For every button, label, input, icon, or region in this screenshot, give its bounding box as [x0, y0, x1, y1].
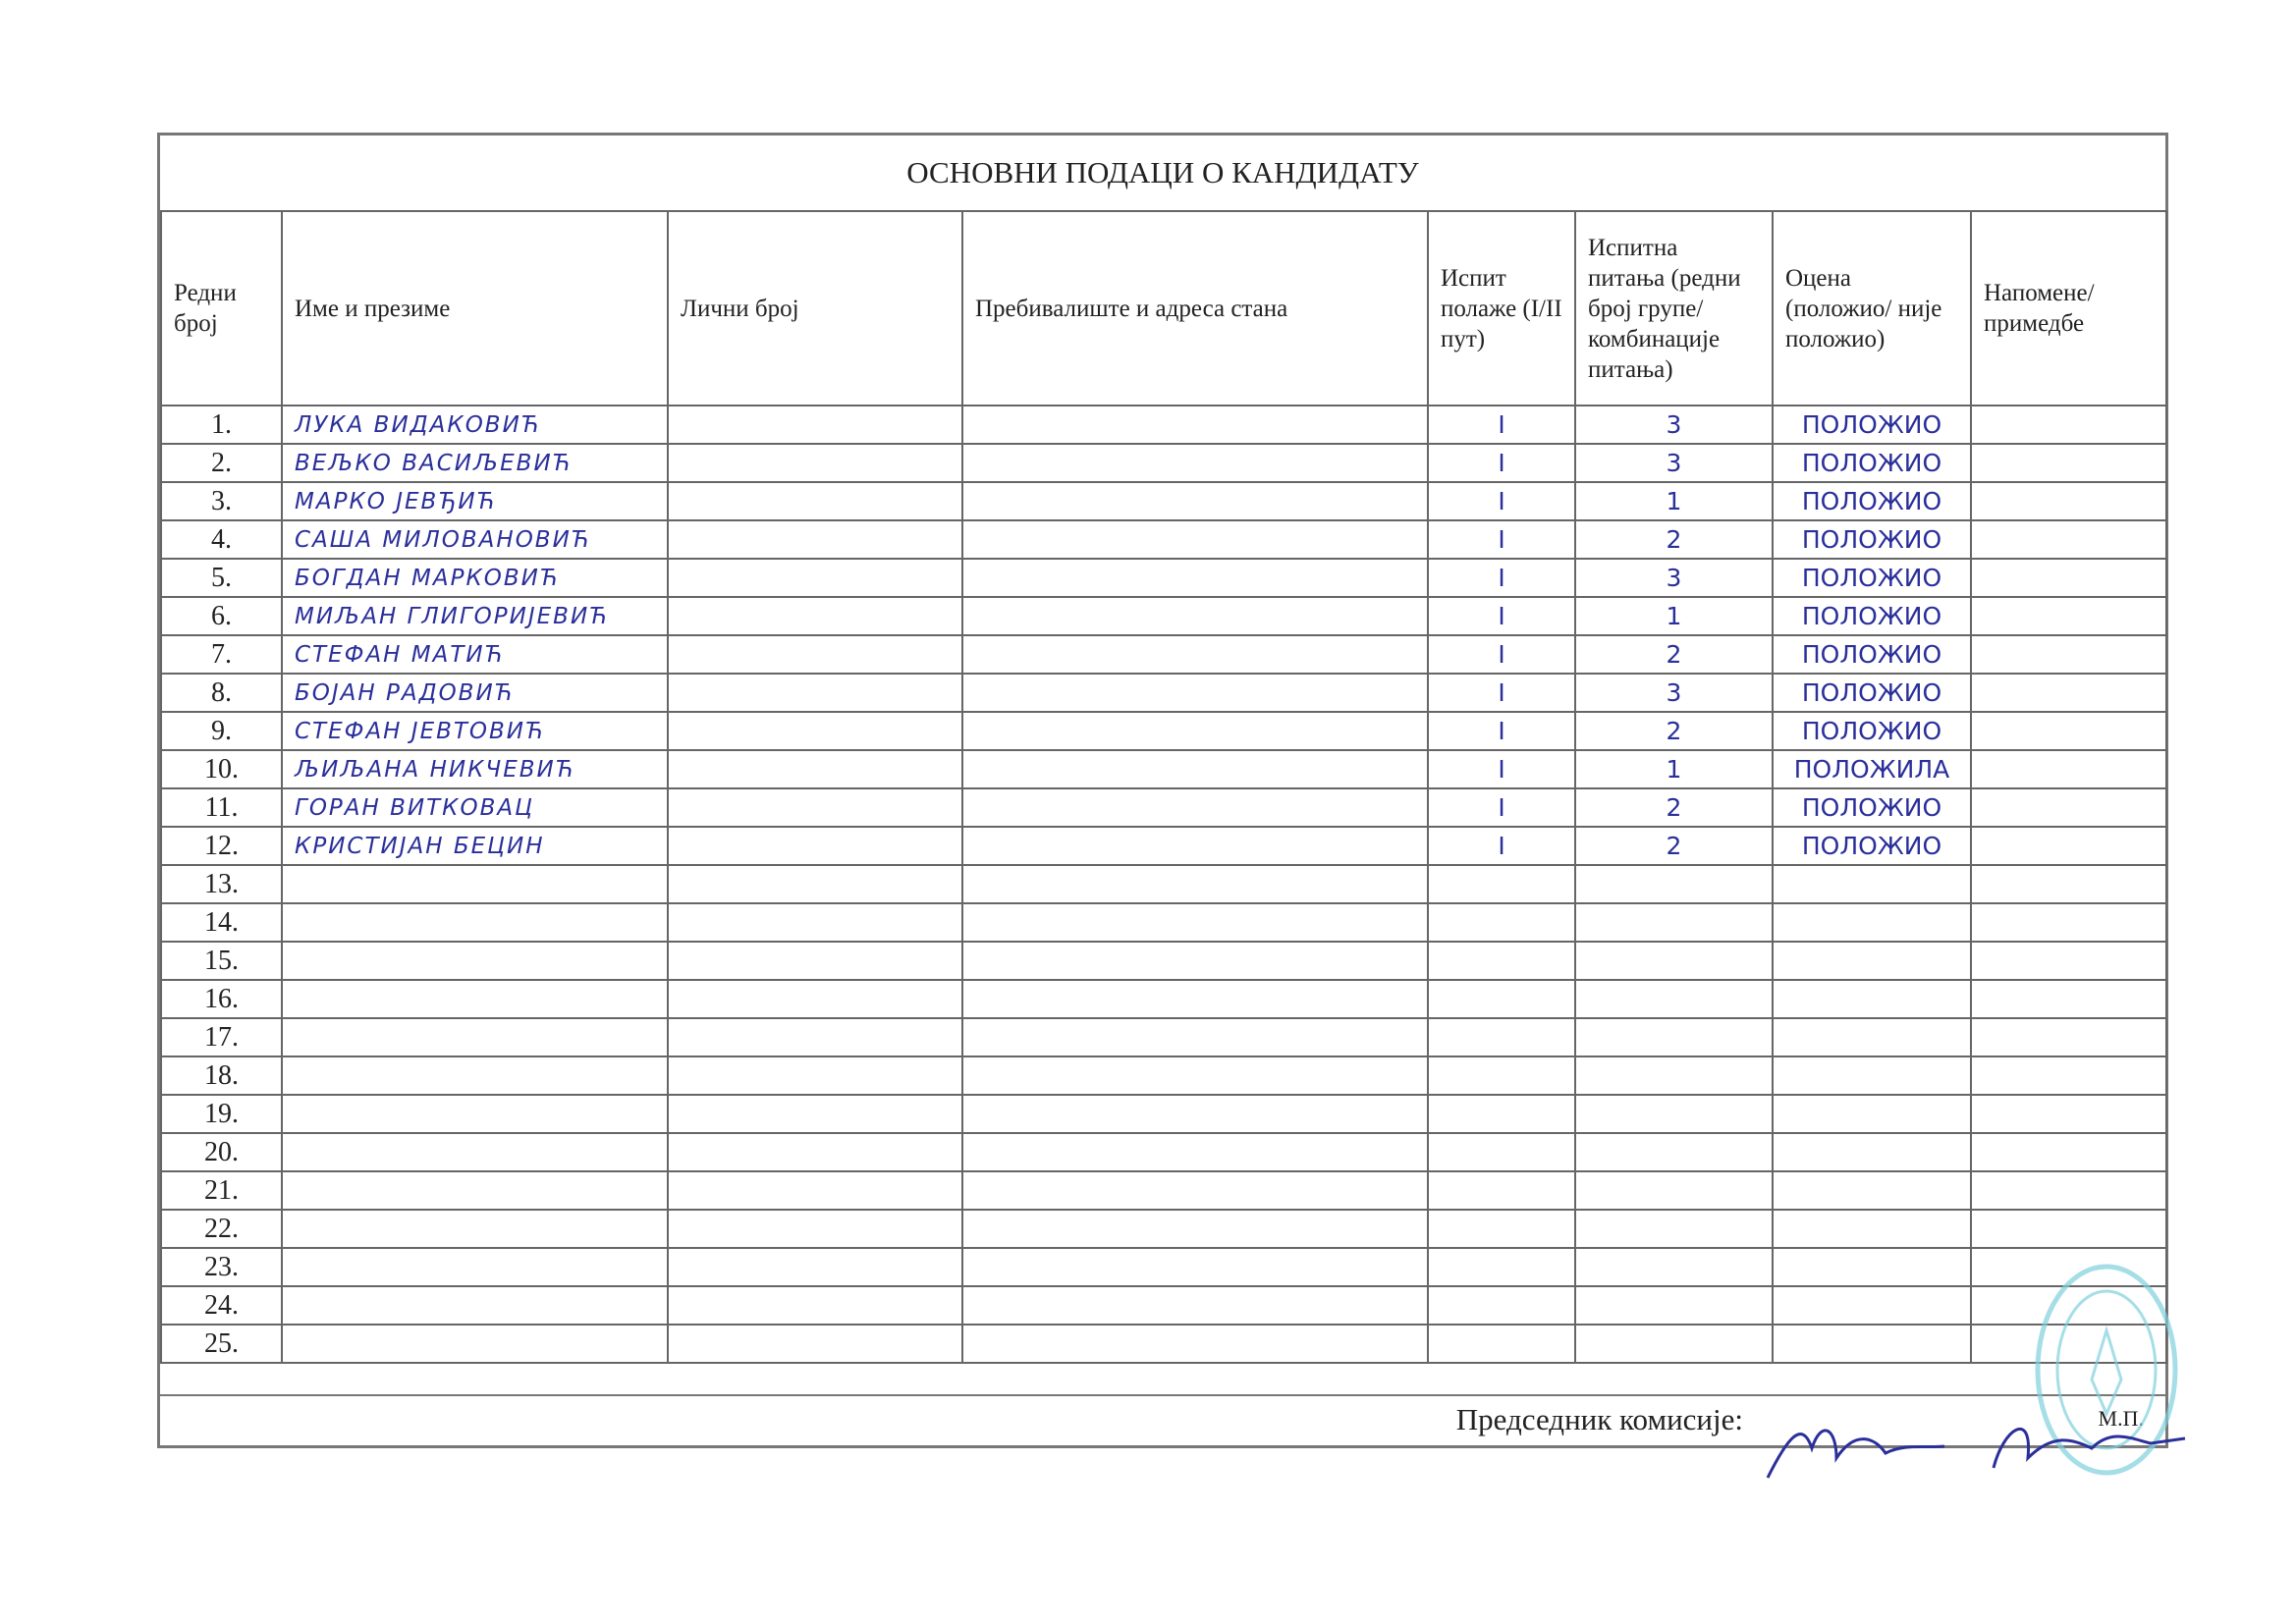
form-title: ОСНОВНИ ПОДАЦИ О КАНДИДАТУ: [160, 135, 2165, 212]
address: [962, 1325, 1428, 1363]
table-row: [161, 712, 2166, 750]
table-row: [161, 1325, 2166, 1363]
question-group: [1575, 1018, 1773, 1056]
question-group: 2: [1575, 520, 1773, 559]
exam-attempt: [1428, 1210, 1575, 1248]
exam-attempt: I: [1428, 520, 1575, 559]
address: [962, 712, 1428, 750]
candidate-name: СТЕФАН МАТИЋ: [282, 635, 668, 674]
question-group: 2: [1575, 635, 1773, 674]
question-group: 1: [1575, 597, 1773, 635]
address: [962, 597, 1428, 635]
seal-mark-label: М.П.: [2098, 1406, 2144, 1431]
table-row: [161, 1056, 2166, 1095]
candidate-name: ЛУКА ВИДАКОВИЋ: [282, 406, 668, 444]
personal-id: [668, 482, 962, 520]
row-number: 13.: [161, 865, 282, 903]
row-number: 10.: [161, 750, 282, 788]
address: [962, 482, 1428, 520]
table-row: [161, 942, 2166, 980]
grade: [1773, 1248, 1971, 1286]
exam-attempt: I: [1428, 827, 1575, 865]
notes: [1971, 406, 2166, 444]
personal-id: [668, 1056, 962, 1095]
grade: [1773, 1210, 1971, 1248]
row-number: 20.: [161, 1133, 282, 1171]
grade: ПОЛОЖИО: [1773, 674, 1971, 712]
col-header-questions: Испитна питања (редни број групе/ комбинације питања): [1575, 211, 1773, 406]
row-number: 22.: [161, 1210, 282, 1248]
personal-id: [668, 827, 962, 865]
candidate-name: ГОРАН ВИТКОВАЦ: [282, 788, 668, 827]
table-row: [161, 788, 2166, 827]
grade: [1773, 1056, 1971, 1095]
grade: [1773, 1095, 1971, 1133]
notes: [1971, 827, 2166, 865]
grade: [1773, 1286, 1971, 1325]
personal-id: [668, 788, 962, 827]
notes: [1971, 1095, 2166, 1133]
exam-attempt: I: [1428, 559, 1575, 597]
address: [962, 942, 1428, 980]
col-header-notes: Напомене/ примедбе: [1971, 211, 2166, 406]
candidate-name: [282, 1095, 668, 1133]
grade: [1773, 1171, 1971, 1210]
row-number: 21.: [161, 1171, 282, 1210]
candidate-name: САША МИЛОВАНОВИЋ: [282, 520, 668, 559]
question-group: [1575, 1210, 1773, 1248]
grade: ПОЛОЖИО: [1773, 712, 1971, 750]
row-number: 4.: [161, 520, 282, 559]
candidate-name: [282, 1248, 668, 1286]
candidate-name: ЉИЉАНА НИКЧЕВИЋ: [282, 750, 668, 788]
question-group: [1575, 1133, 1773, 1171]
row-number: 6.: [161, 597, 282, 635]
question-group: [1575, 1095, 1773, 1133]
candidate-name: [282, 1133, 668, 1171]
notes: [1971, 903, 2166, 942]
notes: [1971, 559, 2166, 597]
address: [962, 903, 1428, 942]
candidate-name: [282, 865, 668, 903]
personal-id: [668, 712, 962, 750]
exam-attempt: [1428, 1171, 1575, 1210]
personal-id: [668, 406, 962, 444]
grade: ПОЛОЖИЛА: [1773, 750, 1971, 788]
address: [962, 1095, 1428, 1133]
address: [962, 788, 1428, 827]
candidate-name: [282, 1018, 668, 1056]
personal-id: [668, 635, 962, 674]
exam-attempt: I: [1428, 712, 1575, 750]
address: [962, 1210, 1428, 1248]
exam-attempt: [1428, 1018, 1575, 1056]
candidate-name: КРИСТИЈАН БЕЦИН: [282, 827, 668, 865]
candidate-name: [282, 1325, 668, 1363]
col-header-no: Редни број: [161, 211, 282, 406]
address: [962, 1018, 1428, 1056]
notes: [1971, 1133, 2166, 1171]
address: [962, 1056, 1428, 1095]
exam-attempt: I: [1428, 674, 1575, 712]
grade: ПОЛОЖИО: [1773, 406, 1971, 444]
candidate-name: [282, 1286, 668, 1325]
address: [962, 1286, 1428, 1325]
notes: [1971, 674, 2166, 712]
personal-id: [668, 1286, 962, 1325]
question-group: [1575, 1248, 1773, 1286]
grade: [1773, 942, 1971, 980]
row-number: 25.: [161, 1325, 282, 1363]
address: [962, 635, 1428, 674]
col-header-attempt: Испит полаже (I/II пут): [1428, 211, 1575, 406]
grade: ПОЛОЖИО: [1773, 559, 1971, 597]
table-row: [161, 827, 2166, 865]
signature: [1758, 1399, 2190, 1488]
row-number: 14.: [161, 903, 282, 942]
candidate-name: [282, 1210, 668, 1248]
personal-id: [668, 980, 962, 1018]
question-group: 1: [1575, 750, 1773, 788]
notes: [1971, 635, 2166, 674]
table-row: [161, 1095, 2166, 1133]
address: [962, 674, 1428, 712]
row-number: 8.: [161, 674, 282, 712]
notes: [1971, 1018, 2166, 1056]
address: [962, 865, 1428, 903]
personal-id: [668, 1095, 962, 1133]
address: [962, 520, 1428, 559]
exam-attempt: I: [1428, 406, 1575, 444]
address: [962, 444, 1428, 482]
grade: [1773, 980, 1971, 1018]
question-group: 2: [1575, 712, 1773, 750]
grade: ПОЛОЖИО: [1773, 444, 1971, 482]
candidate-name: БОГДАН МАРКОВИЋ: [282, 559, 668, 597]
table-row: [161, 1286, 2166, 1325]
personal-id: [668, 942, 962, 980]
address: [962, 1171, 1428, 1210]
candidate-name: [282, 1056, 668, 1095]
personal-id: [668, 750, 962, 788]
notes: [1971, 788, 2166, 827]
personal-id: [668, 1133, 962, 1171]
address: [962, 980, 1428, 1018]
candidate-name: [282, 903, 668, 942]
personal-id: [668, 865, 962, 903]
personal-id: [668, 1248, 962, 1286]
exam-attempt: I: [1428, 635, 1575, 674]
notes: [1971, 1210, 2166, 1248]
exam-attempt: I: [1428, 482, 1575, 520]
candidate-name: ВЕЉКО ВАСИЉЕВИЋ: [282, 444, 668, 482]
table-row: [161, 903, 2166, 942]
personal-id: [668, 674, 962, 712]
grade: [1773, 903, 1971, 942]
row-number: 5.: [161, 559, 282, 597]
notes: [1971, 712, 2166, 750]
grade: ПОЛОЖИО: [1773, 635, 1971, 674]
row-number: 9.: [161, 712, 282, 750]
candidate-name: МАРКО ЈЕВЂИЋ: [282, 482, 668, 520]
row-number: 19.: [161, 1095, 282, 1133]
exam-attempt: [1428, 1325, 1575, 1363]
address: [962, 559, 1428, 597]
notes: [1971, 942, 2166, 980]
exam-attempt: [1428, 1286, 1575, 1325]
row-number: 18.: [161, 1056, 282, 1095]
question-group: [1575, 1286, 1773, 1325]
table-row: [161, 1248, 2166, 1286]
exam-attempt: [1428, 1133, 1575, 1171]
candidate-name: [282, 980, 668, 1018]
personal-id: [668, 1210, 962, 1248]
table-row: [161, 980, 2166, 1018]
col-header-grade: Оцена (положио/ није положио): [1773, 211, 1971, 406]
row-number: 2.: [161, 444, 282, 482]
candidate-name: [282, 942, 668, 980]
row-number: 7.: [161, 635, 282, 674]
personal-id: [668, 903, 962, 942]
table-row: [161, 750, 2166, 788]
row-number: 15.: [161, 942, 282, 980]
address: [962, 750, 1428, 788]
row-number: 17.: [161, 1018, 282, 1056]
table-row: [161, 674, 2166, 712]
notes: [1971, 750, 2166, 788]
row-number: 16.: [161, 980, 282, 1018]
exam-attempt: I: [1428, 444, 1575, 482]
notes: [1971, 444, 2166, 482]
notes: [1971, 597, 2166, 635]
question-group: 3: [1575, 674, 1773, 712]
personal-id: [668, 597, 962, 635]
table-row: [161, 559, 2166, 597]
candidate-form: [157, 133, 2168, 1448]
question-group: [1575, 903, 1773, 942]
col-header-id: Лични број: [668, 211, 962, 406]
table-row: [161, 1171, 2166, 1210]
exam-attempt: [1428, 1056, 1575, 1095]
grade: [1773, 865, 1971, 903]
address: [962, 1248, 1428, 1286]
exam-attempt: [1428, 1095, 1575, 1133]
personal-id: [668, 1018, 962, 1056]
header-row: [161, 211, 2166, 406]
grade: [1773, 1325, 1971, 1363]
candidate-name: СТЕФАН ЈЕВТОВИЋ: [282, 712, 668, 750]
table-row: [161, 520, 2166, 559]
exam-attempt: [1428, 942, 1575, 980]
table-row: [161, 1210, 2166, 1248]
candidate-name: МИЉАН ГЛИГОРИЈЕВИЋ: [282, 597, 668, 635]
grade: ПОЛОЖИО: [1773, 788, 1971, 827]
exam-attempt: I: [1428, 788, 1575, 827]
grade: [1773, 1018, 1971, 1056]
exam-attempt: [1428, 980, 1575, 1018]
row-number: 11.: [161, 788, 282, 827]
personal-id: [668, 444, 962, 482]
personal-id: [668, 1325, 962, 1363]
commission-president-label: Председник комисије:: [1455, 1402, 1743, 1436]
question-group: 2: [1575, 788, 1773, 827]
candidate-name: БОЈАН РАДОВИЋ: [282, 674, 668, 712]
exam-attempt: [1428, 1248, 1575, 1286]
col-header-address: Пребивалиште и адреса стана: [962, 211, 1428, 406]
notes: [1971, 865, 2166, 903]
question-group: [1575, 1325, 1773, 1363]
grade: ПОЛОЖИО: [1773, 520, 1971, 559]
grade: ПОЛОЖИО: [1773, 482, 1971, 520]
notes: [1971, 520, 2166, 559]
table-row: [161, 482, 2166, 520]
address: [962, 827, 1428, 865]
row-number: 24.: [161, 1286, 282, 1325]
address: [962, 1133, 1428, 1171]
grade: ПОЛОЖИО: [1773, 827, 1971, 865]
exam-attempt: I: [1428, 597, 1575, 635]
notes: [1971, 1056, 2166, 1095]
question-group: [1575, 1056, 1773, 1095]
personal-id: [668, 1171, 962, 1210]
notes: [1971, 1171, 2166, 1210]
row-number: 12.: [161, 827, 282, 865]
table-row: [161, 444, 2166, 482]
personal-id: [668, 520, 962, 559]
exam-attempt: [1428, 903, 1575, 942]
row-number: 1.: [161, 406, 282, 444]
col-header-name: Име и презиме: [282, 211, 668, 406]
personal-id: [668, 559, 962, 597]
question-group: 1: [1575, 482, 1773, 520]
question-group: [1575, 942, 1773, 980]
address: [962, 406, 1428, 444]
row-number: 3.: [161, 482, 282, 520]
grade: [1773, 1133, 1971, 1171]
grade: ПОЛОЖИО: [1773, 597, 1971, 635]
notes: [1971, 482, 2166, 520]
table-row: [161, 635, 2166, 674]
candidates-table: [160, 210, 2167, 1364]
table-row: [161, 1018, 2166, 1056]
table-row: [161, 1133, 2166, 1171]
question-group: 3: [1575, 406, 1773, 444]
question-group: 3: [1575, 559, 1773, 597]
question-group: [1575, 980, 1773, 1018]
table-row: [161, 597, 2166, 635]
exam-attempt: [1428, 865, 1575, 903]
notes: [1971, 980, 2166, 1018]
table-row: [161, 865, 2166, 903]
question-group: 3: [1575, 444, 1773, 482]
question-group: [1575, 865, 1773, 903]
row-number: 23.: [161, 1248, 282, 1286]
exam-attempt: I: [1428, 750, 1575, 788]
candidate-name: [282, 1171, 668, 1210]
question-group: 2: [1575, 827, 1773, 865]
table-row: [161, 406, 2166, 444]
question-group: [1575, 1171, 1773, 1210]
